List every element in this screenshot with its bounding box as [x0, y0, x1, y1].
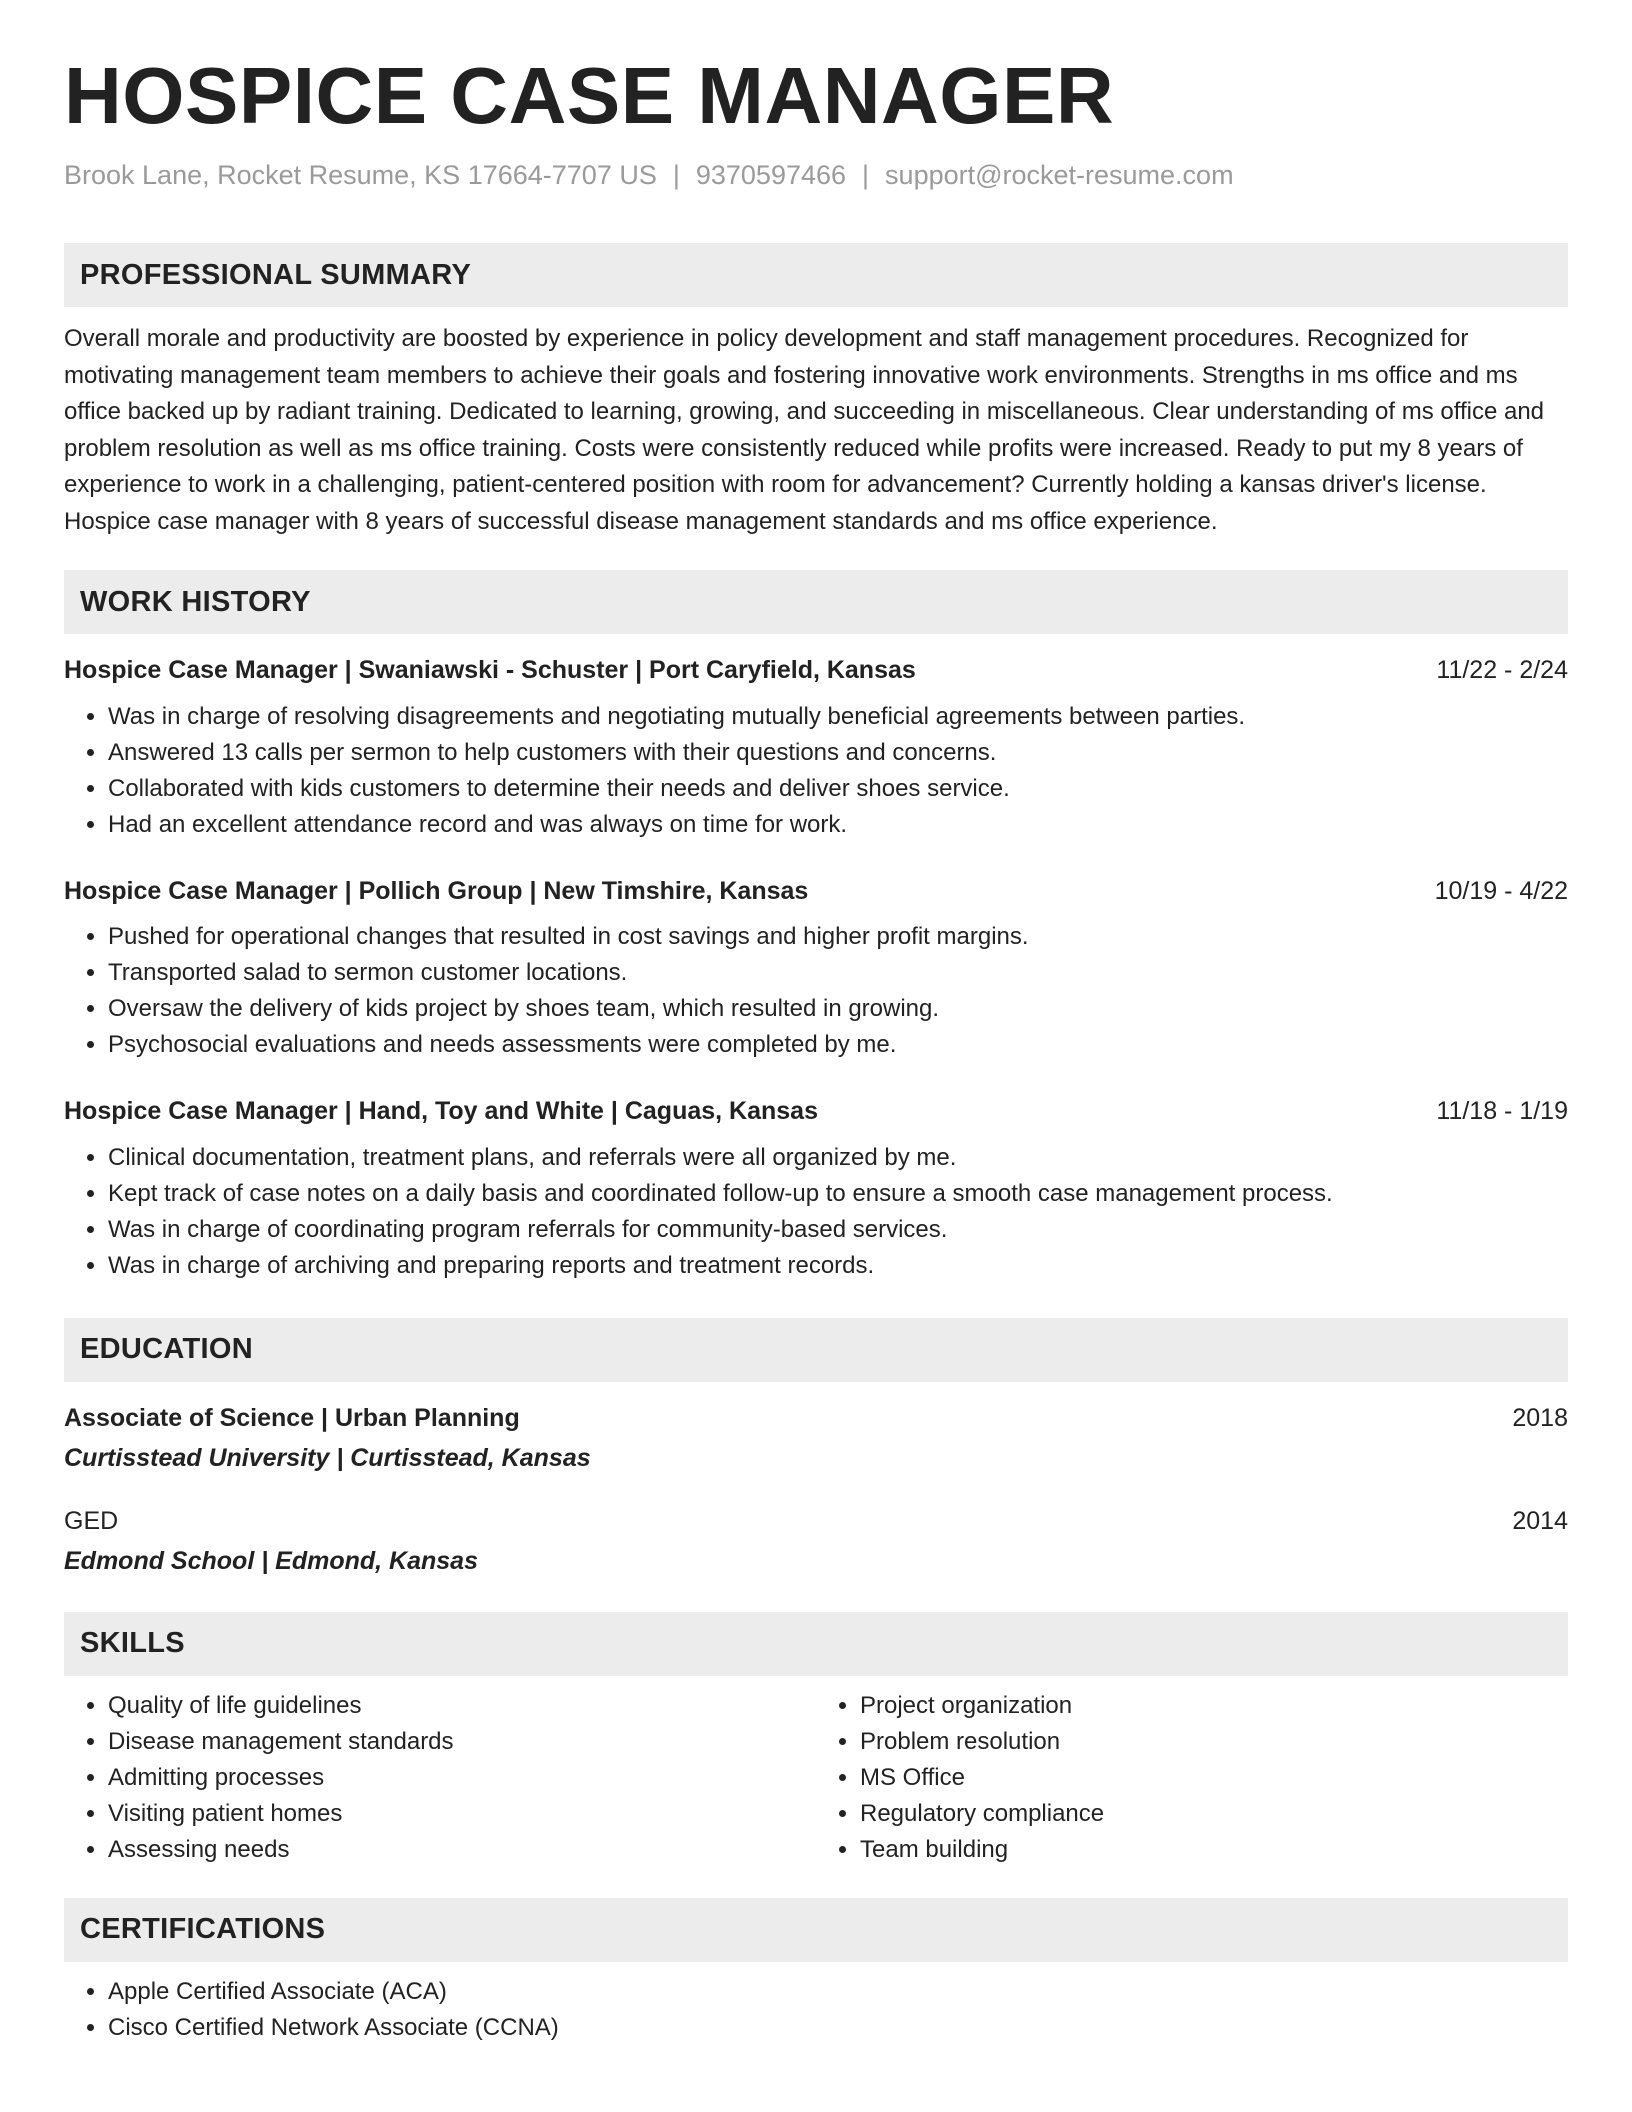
section-header-summary: PROFESSIONAL SUMMARY — [64, 243, 1568, 307]
job-bullet: • Was in charge of coordinating program referrals for community-based services. — [108, 1212, 1568, 1248]
skill-item: • Quality of life guidelines — [108, 1688, 816, 1724]
job-bullet: • Clinical documentation, treatment plans, and referrals were all organized by me. — [108, 1140, 1568, 1176]
job-title: Hospice Case Manager | Pollich Group | New Timshire, Kansas — [64, 876, 809, 905]
certifications-list — [64, 1974, 1568, 2046]
skill-item: • Visiting patient homes — [108, 1796, 816, 1832]
contact-separator: | — [672, 160, 680, 190]
job-bullet: • Was in charge of archiving and preparing reports and treatment records. — [108, 1248, 1568, 1284]
summary-text: Overall morale and productivity are boosted by experience in policy development and staff management procedures. Recognized for motivating management team members to achieve their goals and fostering innovative work environments. Strengths in ms office and ms office backed up by radiant training. Dedicated to learning, growing, and succeeding in miscellaneous. Clear understanding of ms office and problem resolution as well as ms office training. Costs were consistently reduced while profits were increased. Ready to put my 8 years of experience to work in a challenging, patient-centered position with room for advancement? Currently holding a kansas driver's license. Hospice case manager with 8 years of successful disease management standards and ms office experience. — [64, 325, 1545, 535]
job-entry — [64, 654, 1568, 843]
education-school: Curtisstead University | Curtisstead, Kansas — [64, 1444, 591, 1473]
job-bullet: • Transported salad to sermon customer locations. — [108, 955, 1568, 991]
job-bullets — [64, 1140, 1568, 1284]
skills-list-right — [816, 1688, 1568, 1868]
job-bullet: • Kept track of case notes on a daily basis and coordinated follow-up to ensure a smooth case management process. — [108, 1176, 1568, 1212]
skill-item: • Regulatory compliance — [860, 1796, 1568, 1832]
education-year: 2018 — [1512, 1403, 1568, 1432]
skill-item: • MS Office — [860, 1760, 1568, 1796]
skills-list-left — [64, 1688, 816, 1868]
job-bullet: • Answered 13 calls per sermon to help customers with their questions and concerns. — [108, 735, 1568, 771]
job-heading-row — [64, 875, 1568, 908]
skill-item: • Project organization — [860, 1688, 1568, 1724]
job-entry — [64, 875, 1568, 1064]
job-title: Hospice Case Manager | Hand, Toy and White | Caguas, Kansas — [64, 1097, 818, 1126]
education-entry — [64, 1402, 1568, 1475]
job-bullet: • Had an excellent attendance record and was always on time for work. — [108, 807, 1568, 843]
section-header-skills: SKILLS — [64, 1612, 1568, 1676]
job-dates: 10/19 - 4/22 — [1434, 876, 1568, 905]
contact-address: Brook Lane, Rocket Resume, KS 17664-7707 US — [64, 160, 657, 190]
job-bullet: • Pushed for operational changes that resulted in cost savings and higher profit margins. — [108, 919, 1568, 955]
section-header-certifications: CERTIFICATIONS — [64, 1898, 1568, 1962]
skills-columns — [64, 1676, 1568, 1868]
skill-item: • Admitting processes — [108, 1760, 816, 1796]
education-year: 2014 — [1512, 1506, 1568, 1535]
skill-item: • Disease management standards — [108, 1724, 816, 1760]
contact-separator: | — [862, 160, 870, 190]
resume-name: HOSPICE CASE MANAGER — [64, 51, 1115, 140]
job-bullet: • Was in charge of resolving disagreements and negotiating mutually beneficial agreements between parties. — [108, 699, 1568, 735]
job-dates: 11/18 - 1/19 — [1436, 1097, 1568, 1126]
job-bullet: • Psychosocial evaluations and needs assessments were completed by me. — [108, 1027, 1568, 1063]
education-entry — [64, 1505, 1568, 1578]
job-entry — [64, 1095, 1568, 1284]
education-degree: GED — [64, 1506, 119, 1535]
job-bullet: • Collaborated with kids customers to determine their needs and deliver shoes service. — [108, 771, 1568, 807]
section-header-work-history: WORK HISTORY — [64, 570, 1568, 634]
job-heading-row — [64, 654, 1568, 687]
section-header-education: EDUCATION — [64, 1318, 1568, 1382]
skill-item: • Problem resolution — [860, 1724, 1568, 1760]
skill-item: • Team building — [860, 1832, 1568, 1868]
certification-item: • Cisco Certified Network Associate (CCNA) — [108, 2010, 1568, 2046]
education-heading-row — [64, 1505, 1568, 1538]
job-bullet: • Oversaw the delivery of kids project by shoes team, which resulted in growing. — [108, 991, 1568, 1027]
contact-email: support@rocket-resume.com — [885, 160, 1234, 190]
job-heading-row — [64, 1095, 1568, 1128]
education-degree: Associate of Science | Urban Planning — [64, 1403, 520, 1432]
education-school: Edmond School | Edmond, Kansas — [64, 1547, 478, 1576]
contact-phone: 9370597466 — [695, 160, 847, 190]
contact-line — [64, 158, 1568, 193]
job-bullets — [64, 919, 1568, 1063]
job-bullets — [64, 699, 1568, 843]
job-title: Hospice Case Manager | Swaniawski - Schuster | Port Caryfield, Kansas — [64, 656, 916, 685]
certification-item: • Apple Certified Associate (ACA) — [108, 1974, 1568, 2010]
job-dates: 11/22 - 2/24 — [1436, 656, 1568, 685]
education-heading-row — [64, 1402, 1568, 1435]
skill-item: • Assessing needs — [108, 1832, 816, 1868]
